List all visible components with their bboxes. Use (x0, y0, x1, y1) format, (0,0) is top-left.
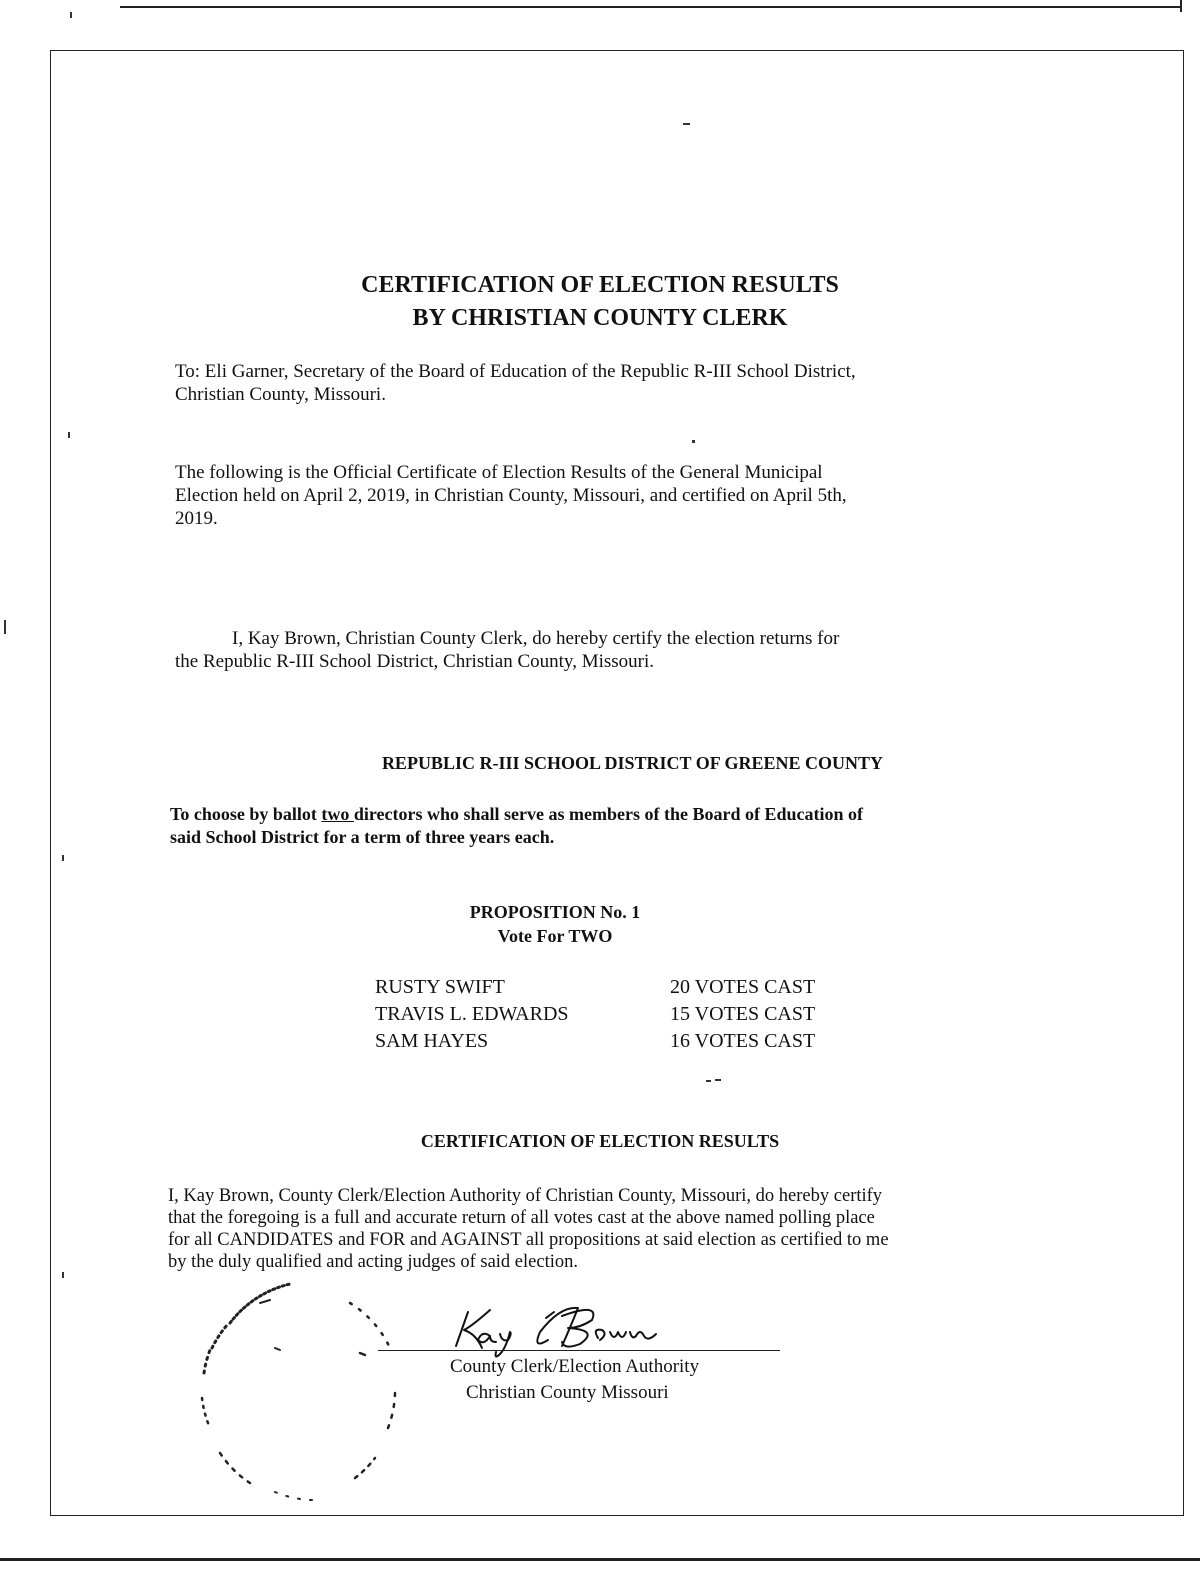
scan-speck (715, 1079, 721, 1081)
scan-speck (68, 432, 70, 438)
proposition-title: PROPOSITION No. 1 (469, 902, 641, 922)
candidate-name: SAM HAYES (375, 1030, 489, 1052)
candidate-votes: 16 VOTES CAST (670, 1030, 816, 1052)
ballot-description (170, 803, 1030, 849)
ballot-text: To choose by ballot (170, 804, 322, 824)
addressee-line: To: Eli Garner, Secretary of the Board of Education of the Republic R-III School District, (175, 361, 856, 382)
scan-speck (62, 1272, 64, 1278)
intro-line: The following is the Official Certificate of Election Results of the General Municipal (175, 462, 823, 483)
ballot-count: two (321, 804, 354, 824)
certification-line: that the foregoing is a full and accurate return of all votes cast at the above named polling place (168, 1208, 875, 1228)
scan-speck (706, 1080, 711, 1082)
signature-image (450, 1298, 710, 1358)
candidate-votes: 15 VOTES CAST (670, 1003, 816, 1025)
scan-speck (683, 123, 690, 125)
scan-speck (692, 440, 695, 443)
scan-bottom-rule (0, 1558, 1200, 1561)
clerk-statement (175, 627, 1035, 673)
addressee (175, 360, 1035, 406)
certification-line: for all CANDIDATES and FOR and AGAINST all propositions at said election as certified to me (168, 1230, 889, 1250)
intro-line: 2019. (175, 508, 218, 529)
intro-line: Election held on April 2, 2019, in Christian County, Missouri, and certified on April 5th, (175, 485, 847, 506)
document-title-line2: BY CHRISTIAN COUNTY CLERK (412, 305, 788, 331)
scan-top-corner (1180, 0, 1182, 12)
addressee-line: Christian County, Missouri. (175, 384, 386, 405)
signature-caption-title: County Clerk/Election Authority (450, 1356, 700, 1377)
district-heading: REPUBLIC R-III SCHOOL DISTRICT OF GREENE COUNTY (381, 753, 884, 773)
scan-speck (70, 12, 72, 18)
document-title-line1: CERTIFICATION OF ELECTION RESULTS (361, 272, 839, 298)
scan-speck (4, 620, 6, 634)
county-seal-icon (190, 1278, 420, 1508)
candidate-name: TRAVIS L. EDWARDS (375, 1003, 569, 1025)
certification-line: I, Kay Brown, County Clerk/Election Authority of Christian County, Missouri, do hereby certify (168, 1186, 883, 1206)
clerk-line: I, Kay Brown, Christian County Clerk, do hereby certify the election returns for (232, 628, 840, 649)
signature-line (378, 1350, 780, 1351)
intro-paragraph (175, 461, 1035, 530)
certification-paragraph (168, 1185, 1028, 1273)
signature-caption-county: Christian County Missouri (466, 1382, 669, 1403)
candidate-name: RUSTY SWIFT (375, 976, 505, 998)
ballot-text: directors who shall serve as members of the Board of Education of (353, 804, 863, 824)
clerk-line: the Republic R-III School District, Christian County, Missouri. (175, 651, 655, 672)
candidate-votes: 20 VOTES CAST (670, 976, 816, 998)
vote-for-label: Vote For TWO (497, 926, 613, 946)
scan-top-rule (120, 6, 1180, 8)
ballot-text: said School District for a term of three years each. (170, 827, 555, 847)
certification-heading: CERTIFICATION OF ELECTION RESULTS (420, 1131, 780, 1151)
certification-line: by the duly qualified and acting judges of said election. (168, 1252, 578, 1272)
scan-speck (62, 855, 64, 861)
